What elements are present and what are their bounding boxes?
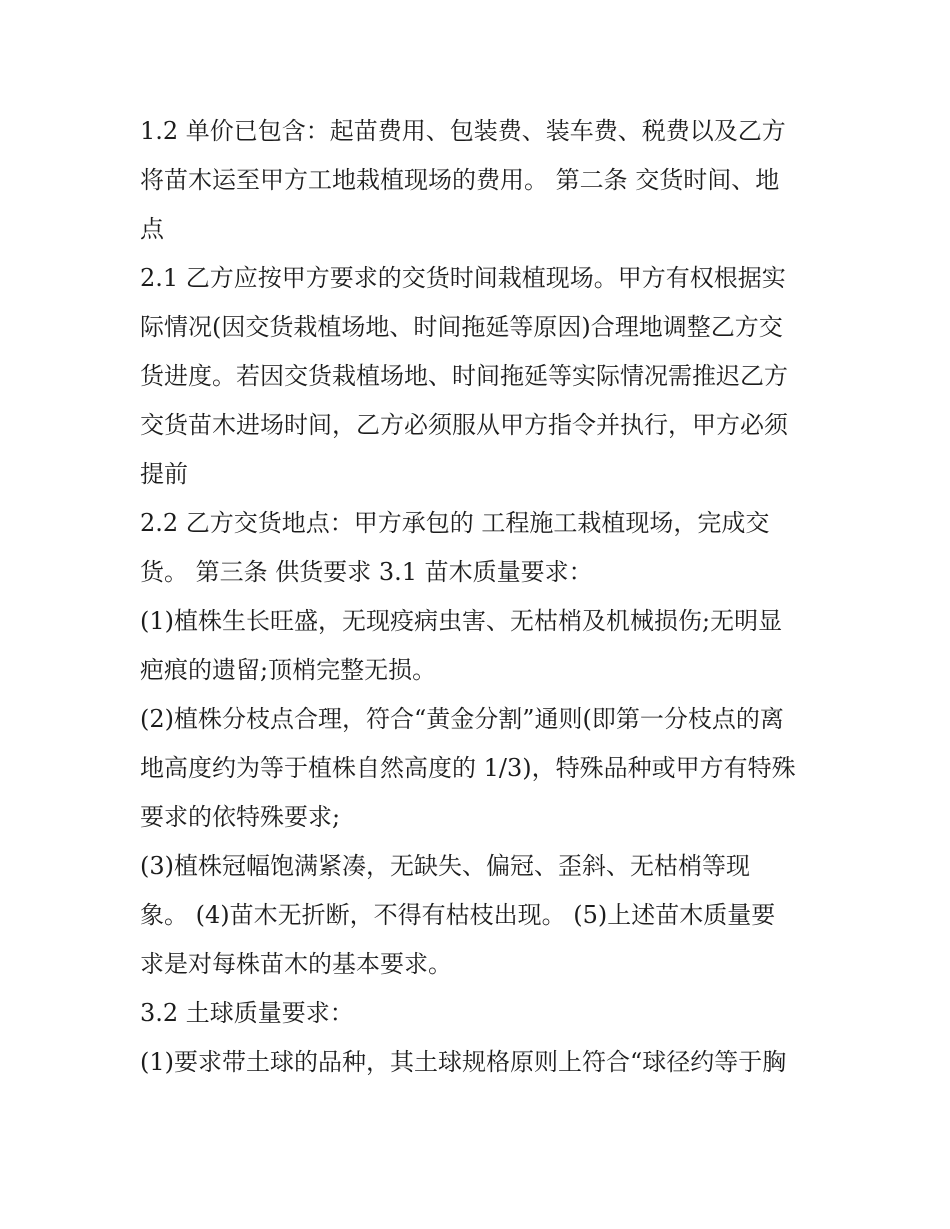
text-line: (3)植株冠幅饱满紧凑，无缺失、偏冠、歪斜、无枯梢等现 [140, 852, 750, 880]
text-line: 1.2 单价已包含：起苗费用、包装费、装车费、税费以及乙方 [140, 117, 786, 145]
text-line: 交货苗木进场时间，乙方必须服从甲方指令并执行，甲方必须 [140, 411, 788, 439]
text-line: 点 [140, 215, 164, 243]
text-line: 象。 (4)苗木无折断，不得有枯枝出现。 (5)上述苗木质量要 [140, 901, 776, 929]
text-line: (1)要求带土球的品种，其土球规格原则上符合“球径约等于胸 [140, 1048, 787, 1076]
text-line: 际情况(因交货栽植场地、时间拖延等原因)合理地调整乙方交 [140, 313, 783, 341]
text-line: 2.1 乙方应按甲方要求的交货时间栽植现场。甲方有权根据实 [140, 264, 786, 292]
text-line: 提前 [140, 460, 188, 488]
document-body [140, 107, 820, 1087]
text-line: 地高度约为等于植株自然高度的 1/3)，特殊品种或甲方有特殊 [140, 754, 796, 782]
text-line: (1)植株生长旺盛，无现疫病虫害、无枯梢及机械损伤;无明显 [140, 607, 783, 635]
text-line: 将苗木运至甲方工地栽植现场的费用。 第二条 交货时间、地 [140, 166, 780, 194]
text-line: 求是对每株苗木的基本要求。 [140, 950, 452, 978]
text-line: 货进度。若因交货栽植场地、时间拖延等实际情况需推迟乙方 [140, 362, 788, 390]
text-line: 3.2 土球质量要求： [140, 999, 354, 1027]
text-line: 货。 第三条 供货要求 3.1 苗木质量要求： [140, 558, 593, 586]
text-line: (2)植株分枝点合理，符合“黄金分割”通则(即第一分枝点的离 [140, 705, 784, 733]
text-line: 2.2 乙方交货地点：甲方承包的 工程施工栽植现场，完成交 [140, 509, 770, 537]
text-line: 要求的依特殊要求; [140, 803, 341, 831]
text-line: 疤痕的遗留;顶梢完整无损。 [140, 656, 437, 684]
